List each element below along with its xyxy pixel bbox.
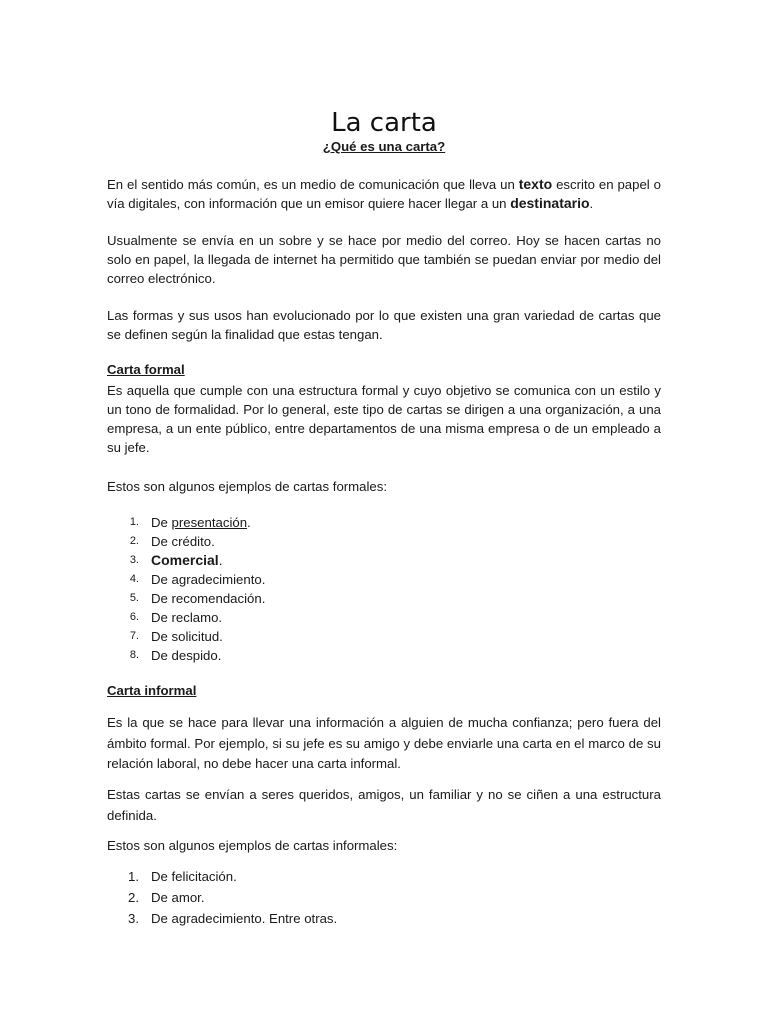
formal-description: Es aquella que cumple con una estructura formal y cuyo objetivo se comunica con un estilo y un tono de formalidad. Por lo general, este tipo de cartas se dirigen a una organización, a una empresa, a un ente público, entre departamentos de una misma empresa o de un empleado a su jefe. <box>107 383 661 455</box>
bold-term-destinatario: destinatario <box>510 195 590 211</box>
informal-description: Es la que se hace para llevar una información a alguien de mucha confianza; pero fuera del ámbito formal. Por ejemplo, si su jefe es su amigo y debe enviarle una carta en el marco de su relación laboral, no debe hacer una carta informal. <box>107 715 661 771</box>
informal-description-2: Estas cartas se envían a seres queridos, amigos, un familiar y no se ciñen a una estructura definida. <box>107 787 661 823</box>
list-item-number: 8. <box>129 649 139 661</box>
list-item-text: De felicitación. <box>151 869 237 884</box>
intro-text: En el sentido más común, es un medio de comunicación que lleva un <box>107 177 519 192</box>
list-item <box>107 908 337 929</box>
list-item-text: . <box>247 515 251 530</box>
list-item-text: De solicitud. <box>151 629 223 644</box>
list-item <box>107 570 265 589</box>
list-item-number: 3. <box>128 911 139 926</box>
list-item-text: De agradecimiento. Entre otras. <box>151 911 338 926</box>
intro-text: escrito en papel o vía digitales, con información que un emisor quiere hacer llegar a un <box>107 177 661 211</box>
list-item-text: De crédito. <box>151 534 215 549</box>
informal-examples-list <box>107 866 337 929</box>
list-item-number: 3. <box>129 554 139 566</box>
list-item <box>107 513 265 532</box>
list-item-text: De amor. <box>151 890 205 905</box>
list-item <box>107 608 265 627</box>
list-item-text: De despido. <box>151 648 222 663</box>
list-item <box>107 532 265 551</box>
list-item-number: 1. <box>129 516 139 528</box>
intro-paragraph-2: Usualmente se envía en un sobre y se hace por medio del correo. Hoy se hacen cartas no solo en papel, la llegada de internet ha permitido que también se puedan enviar por medio del correo electrónico. <box>107 233 661 286</box>
informal-examples-intro: Estos son algunos ejemplos de cartas informales: <box>107 838 398 853</box>
list-item <box>107 866 337 887</box>
list-item <box>107 589 265 608</box>
list-item-text: De recomendación. <box>151 591 266 606</box>
intro-text: . <box>589 196 594 211</box>
list-item-number: 4. <box>129 573 139 585</box>
list-item-number: 7. <box>129 630 139 642</box>
bold-term-texto: texto <box>518 176 553 192</box>
intro-paragraph-3: Las formas y sus usos han evolucionado por lo que existen una gran variedad de cartas que se definen según la finalidad que estas tengan. <box>107 308 661 342</box>
document-title: La carta <box>331 108 437 139</box>
list-item-text: De reclamo. <box>151 610 223 625</box>
list-item-text: De agradecimiento. <box>151 572 266 587</box>
list-item-text: Comercial <box>151 552 219 568</box>
formal-heading: Carta formal <box>107 362 185 377</box>
list-item-number: 6. <box>129 611 139 623</box>
list-item-text: . <box>218 553 223 568</box>
list-item-text: De <box>151 515 172 530</box>
list-item-number: 1. <box>128 869 139 884</box>
formal-examples-list <box>107 513 265 665</box>
list-item-text: presentación <box>171 515 248 530</box>
list-item <box>107 627 265 646</box>
list-item <box>107 646 265 665</box>
formal-examples-intro: Estos son algunos ejemplos de cartas formales: <box>107 479 388 494</box>
informal-heading: Carta informal <box>107 683 197 698</box>
list-item-number: 2. <box>128 890 139 905</box>
list-item-number: 5. <box>129 592 139 604</box>
intro-paragraph-1 <box>107 175 661 213</box>
list-item-number: 2. <box>129 535 139 547</box>
list-item <box>107 887 337 908</box>
list-item <box>107 551 265 570</box>
document-subtitle: ¿Qué es una carta? <box>322 139 446 154</box>
